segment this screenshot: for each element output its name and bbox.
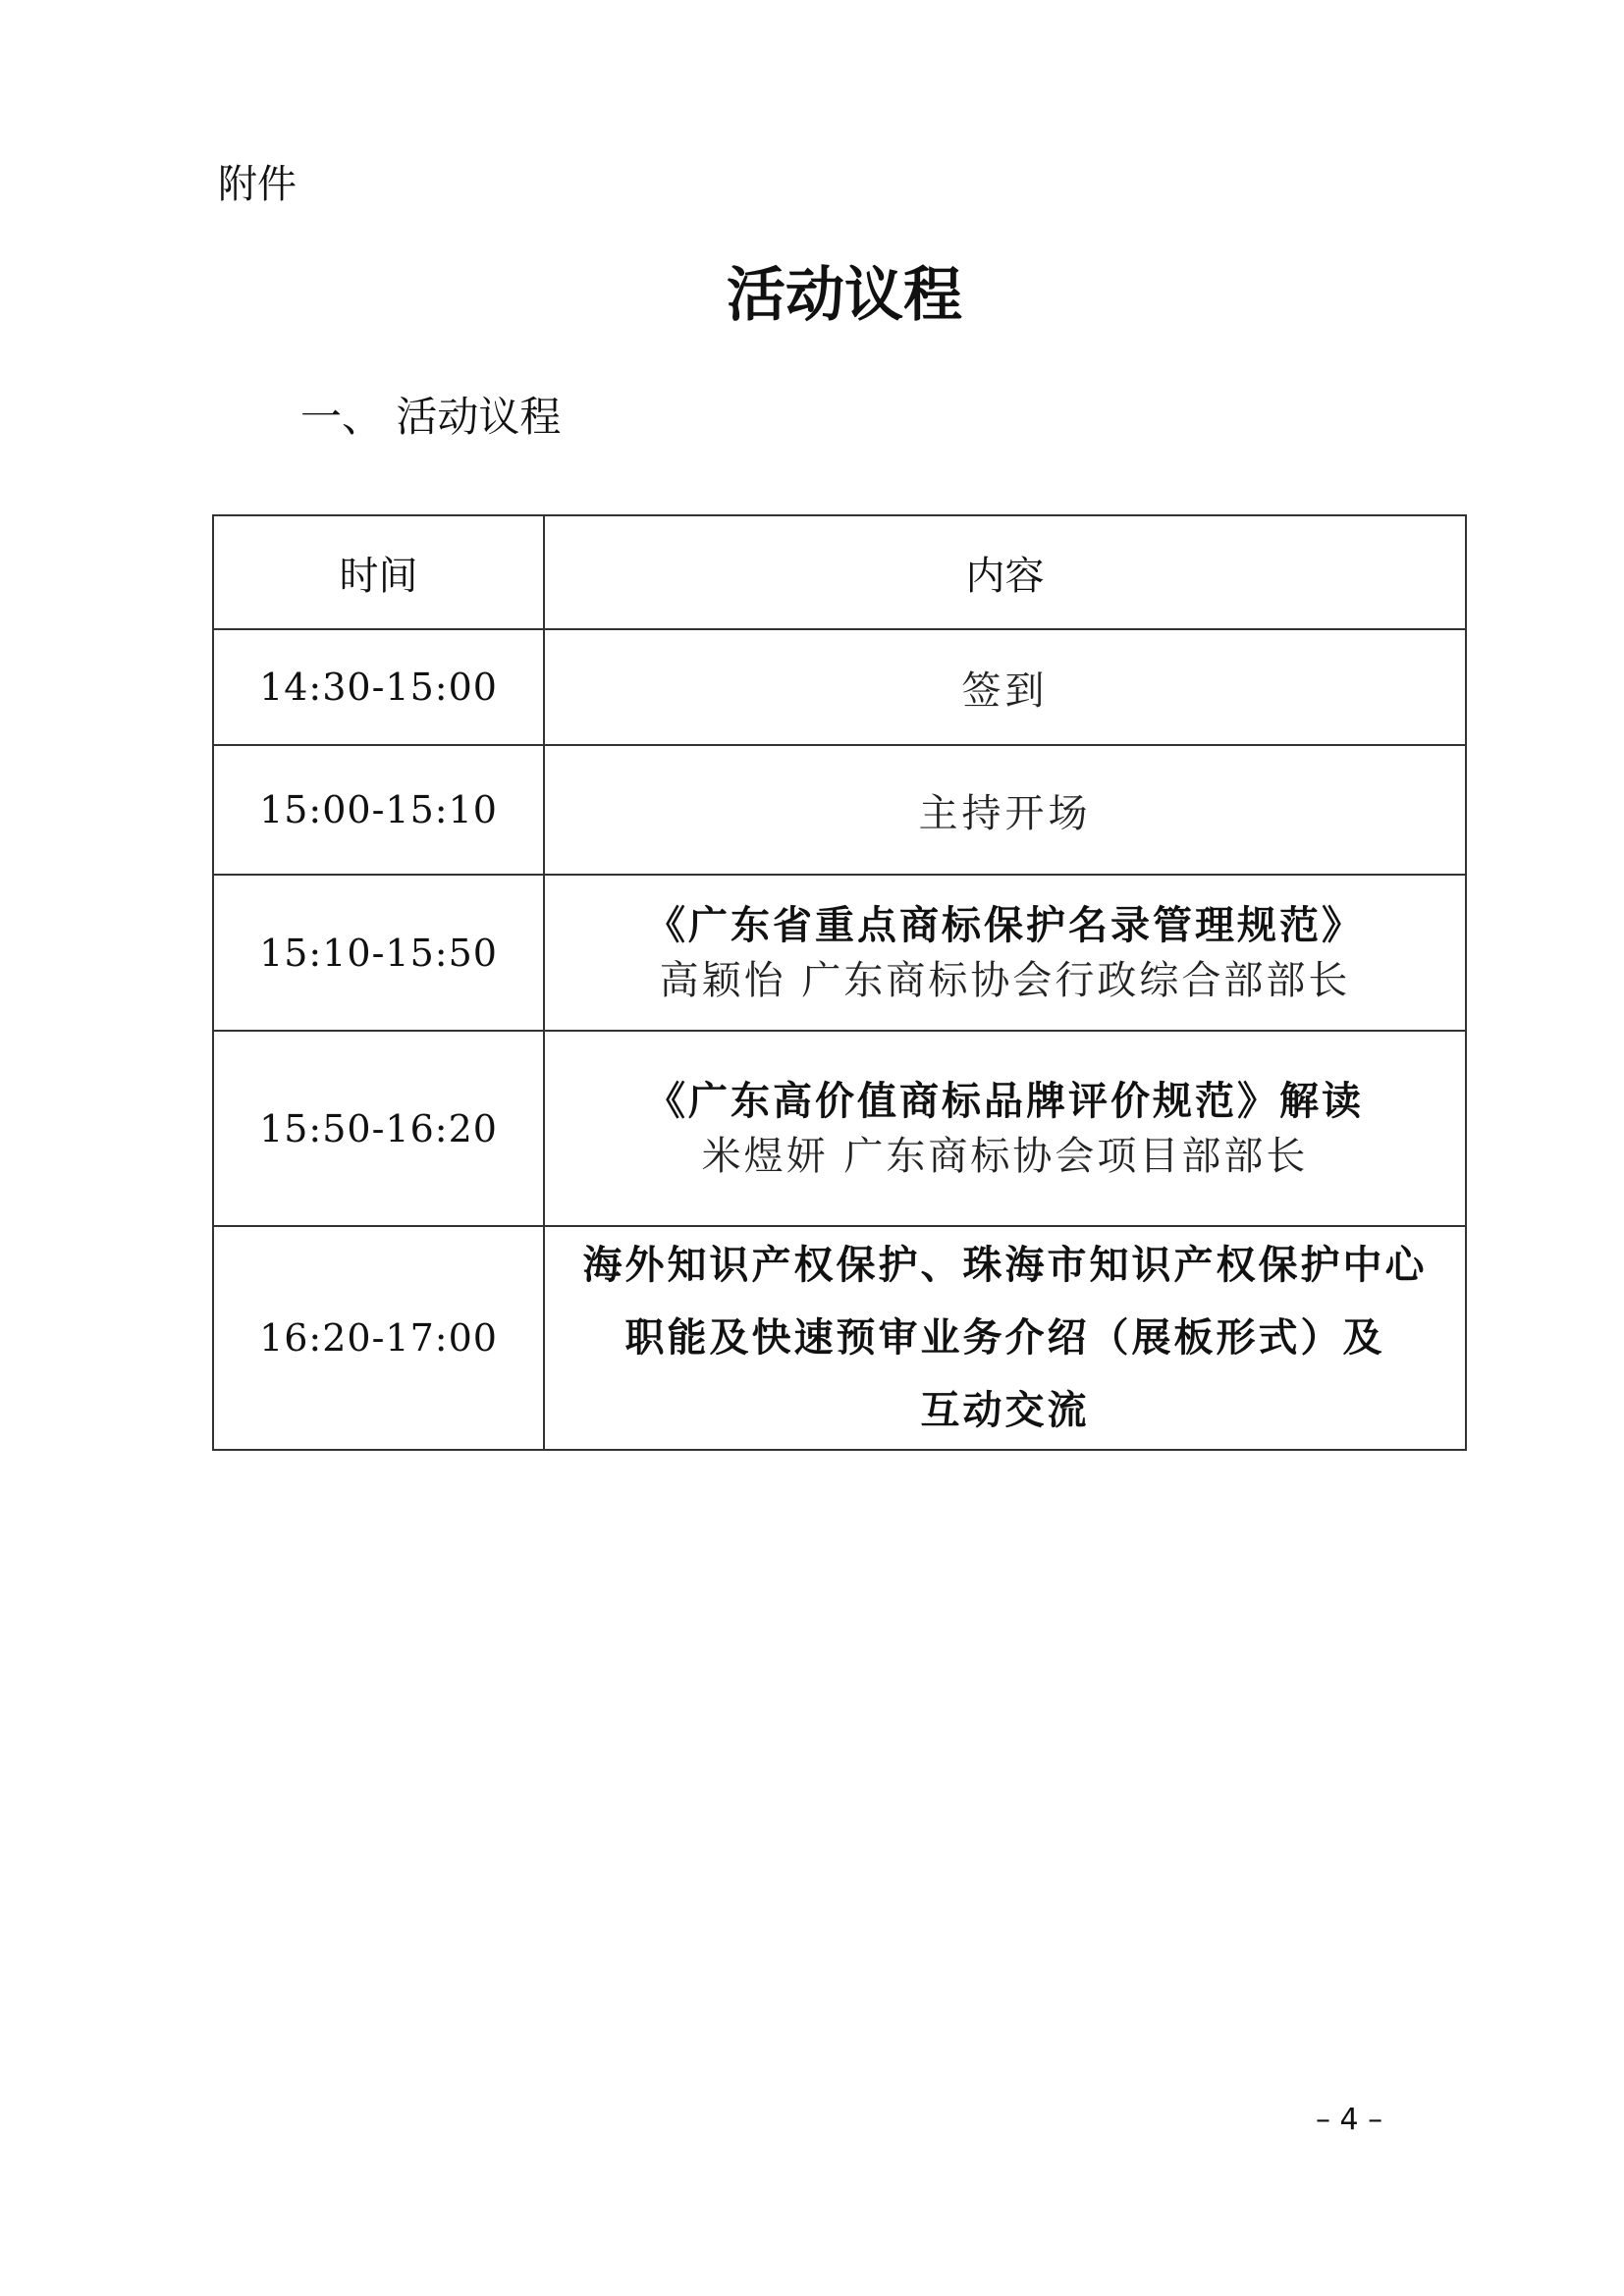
- content-cell: [544, 1031, 1466, 1226]
- table-row: [213, 629, 1466, 745]
- table-row: [213, 875, 1466, 1031]
- table-row: [213, 1226, 1466, 1450]
- table-row: [213, 1031, 1466, 1226]
- content-line: 职能及快速预审业务介绍（展板形式）及: [624, 1314, 1385, 1361]
- content-cell: 主持开场: [544, 745, 1466, 875]
- section-heading: 一、 活动议程: [300, 393, 562, 441]
- document-title: 活动议程: [727, 261, 962, 330]
- content-cell: [544, 1226, 1466, 1450]
- content-cell: 签到: [544, 629, 1466, 745]
- talk-speaker: 高颖怡 广东商标协会行政综合部部长: [659, 957, 1351, 1003]
- table-header-row: [213, 515, 1466, 629]
- table-row: [213, 745, 1466, 875]
- agenda-table: [212, 514, 1467, 1451]
- talk-title: 《广东省重点商标保护名录管理规范》: [646, 901, 1364, 948]
- time-cell: 15:00-15:10: [213, 745, 544, 875]
- content-line: 互动交流: [920, 1387, 1090, 1433]
- time-cell: 15:10-15:50: [213, 875, 544, 1031]
- time-cell: 14:30-15:00: [213, 629, 544, 745]
- talk-title: 《广东高价值商标品牌评价规范》解读: [646, 1077, 1364, 1124]
- header-time: 时间: [213, 515, 544, 629]
- content-cell: [544, 875, 1466, 1031]
- header-content: 内容: [544, 515, 1466, 629]
- content-line: 海外知识产权保护、珠海市知识产权保护中心: [582, 1242, 1428, 1288]
- attachment-label: 附件: [218, 162, 297, 207]
- time-cell: 15:50-16:20: [213, 1031, 544, 1226]
- talk-speaker: 米煜妍 广东商标协会项目部部长: [701, 1133, 1309, 1179]
- page-number: – 4 –: [1316, 2103, 1383, 2137]
- time-cell: 16:20-17:00: [213, 1226, 544, 1450]
